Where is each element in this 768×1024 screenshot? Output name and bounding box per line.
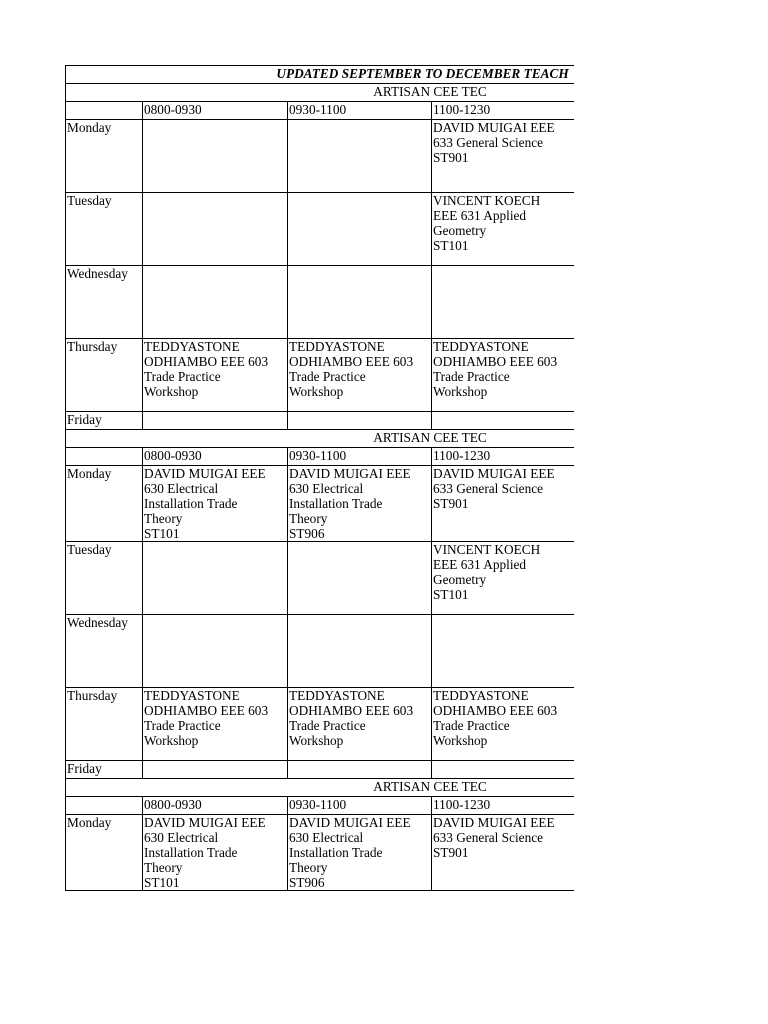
class-cell	[432, 466, 575, 542]
time-slot-header: 0800-0930	[143, 102, 288, 120]
time-slot-header: 0930-1100	[288, 797, 432, 815]
class-cell-line: ST101	[433, 587, 469, 602]
class-cell	[432, 815, 575, 891]
timetable-sheet	[65, 65, 574, 941]
class-cell	[432, 615, 575, 688]
class-cell-line: Theory	[289, 860, 328, 875]
class-cell	[143, 120, 288, 193]
class-cell-line: DAVID MUIGAI EEE	[433, 120, 555, 135]
timetable-body	[66, 66, 575, 891]
class-cell	[143, 466, 288, 542]
class-cell-line: ODHIAMBO EEE 603	[144, 703, 269, 718]
class-cell-line: 630 Electrical	[289, 481, 364, 496]
class-cell	[288, 615, 432, 688]
class-cell	[288, 466, 432, 542]
class-cell-line: Trade Practice	[144, 718, 221, 733]
class-cell-line: TEDDYASTONE	[289, 339, 385, 354]
class-cell-line: Geometry	[433, 223, 487, 238]
class-cell-line: ST901	[433, 845, 469, 860]
class-cell	[288, 815, 432, 891]
corner-cell	[66, 448, 143, 466]
class-cell-line: Theory	[144, 511, 183, 526]
class-cell	[288, 688, 432, 761]
time-slot-header: 1100-1230	[432, 102, 575, 120]
class-cell	[288, 193, 432, 266]
day-label: Monday	[66, 466, 143, 542]
day-label: Tuesday	[66, 193, 143, 266]
day-row	[66, 815, 575, 891]
class-cell	[432, 688, 575, 761]
time-slot-header: 0930-1100	[288, 102, 432, 120]
day-row	[66, 339, 575, 412]
timetable	[65, 65, 574, 891]
class-cell-line: 633 General Science	[433, 481, 544, 496]
class-cell-line: ST906	[289, 875, 325, 890]
class-cell-line: TEDDYASTONE	[433, 339, 529, 354]
class-cell-line: Trade Practice	[289, 718, 366, 733]
day-row	[66, 193, 575, 266]
class-cell	[432, 339, 575, 412]
class-cell-line: 633 General Science	[433, 135, 544, 150]
class-cell	[143, 815, 288, 891]
time-slot-header: 0930-1100	[288, 448, 432, 466]
class-cell	[143, 339, 288, 412]
class-cell	[432, 120, 575, 193]
class-cell-line: EEE 631 Applied	[433, 208, 527, 223]
class-cell-line: ST901	[433, 496, 469, 511]
class-cell-line: 630 Electrical	[289, 830, 364, 845]
day-label: Wednesday	[66, 615, 143, 688]
day-row	[66, 542, 575, 615]
day-label: Thursday	[66, 688, 143, 761]
class-cell-line: ST101	[144, 875, 180, 890]
class-cell-line: ODHIAMBO EEE 603	[289, 354, 414, 369]
class-cell-line: Trade Practice	[144, 369, 221, 384]
class-cell-line: DAVID MUIGAI EEE	[144, 815, 266, 830]
day-row	[66, 412, 575, 430]
time-slot-header: 1100-1230	[432, 797, 575, 815]
class-cell-line: 630 Electrical	[144, 481, 219, 496]
class-cell-line: ODHIAMBO EEE 603	[289, 703, 414, 718]
class-cell	[143, 542, 288, 615]
class-cell-line: DAVID MUIGAI EEE	[433, 815, 555, 830]
day-label: Wednesday	[66, 266, 143, 339]
class-cell	[288, 412, 432, 430]
class-cell	[143, 412, 288, 430]
corner-cell	[66, 797, 143, 815]
class-cell	[288, 120, 432, 193]
class-cell-line: ST901	[433, 150, 469, 165]
class-cell-line: Theory	[289, 511, 328, 526]
class-cell-line: ST101	[144, 526, 180, 541]
day-row	[66, 761, 575, 779]
class-cell	[143, 761, 288, 779]
class-cell	[288, 542, 432, 615]
day-label: Thursday	[66, 339, 143, 412]
class-cell-line: Installation Trade	[289, 496, 383, 511]
class-cell-line: TEDDYASTONE	[289, 688, 385, 703]
day-row	[66, 466, 575, 542]
class-cell	[288, 761, 432, 779]
class-cell	[432, 412, 575, 430]
class-cell-line: Trade Practice	[433, 369, 510, 384]
class-cell	[143, 688, 288, 761]
class-cell-line: Workshop	[144, 384, 199, 399]
class-cell	[288, 266, 432, 339]
class-cell-line: Installation Trade	[289, 845, 383, 860]
class-cell-line: TEDDYASTONE	[144, 339, 240, 354]
class-cell-line: Workshop	[289, 384, 344, 399]
day-label: Friday	[66, 412, 143, 430]
class-cell-line: Installation Trade	[144, 496, 238, 511]
class-cell-line: Workshop	[289, 733, 344, 748]
corner-cell	[66, 102, 143, 120]
class-cell-line: Geometry	[433, 572, 487, 587]
class-cell-line: VINCENT KOECH	[433, 542, 541, 557]
day-row	[66, 615, 575, 688]
class-cell	[432, 266, 575, 339]
class-cell-line: Workshop	[433, 733, 488, 748]
time-header-row	[66, 797, 575, 815]
class-cell-line: ODHIAMBO EEE 603	[433, 354, 558, 369]
class-cell-line: Trade Practice	[289, 369, 366, 384]
class-cell-line: Theory	[144, 860, 183, 875]
class-cell	[432, 761, 575, 779]
class-cell-line: 630 Electrical	[144, 830, 219, 845]
section-heading: ARTISAN CEE TEC	[66, 430, 575, 448]
class-cell-line: DAVID MUIGAI EEE	[433, 466, 555, 481]
day-row	[66, 120, 575, 193]
class-cell-line: TEDDYASTONE	[433, 688, 529, 703]
class-cell	[143, 266, 288, 339]
time-slot-header: 1100-1230	[432, 448, 575, 466]
class-cell	[288, 339, 432, 412]
class-cell	[432, 542, 575, 615]
day-label: Friday	[66, 761, 143, 779]
class-cell-line: Trade Practice	[433, 718, 510, 733]
class-cell-line: Installation Trade	[144, 845, 238, 860]
class-cell-line: ST101	[433, 238, 469, 253]
class-cell-line: TEDDYASTONE	[144, 688, 240, 703]
day-row	[66, 688, 575, 761]
day-row	[66, 266, 575, 339]
class-cell-line: 633 General Science	[433, 830, 544, 845]
class-cell-line: Workshop	[433, 384, 488, 399]
class-cell	[143, 193, 288, 266]
time-header-row	[66, 102, 575, 120]
class-cell-line: Workshop	[144, 733, 199, 748]
class-cell	[432, 193, 575, 266]
class-cell-line: DAVID MUIGAI EEE	[289, 466, 411, 481]
day-label: Tuesday	[66, 542, 143, 615]
class-cell-line: DAVID MUIGAI EEE	[144, 466, 266, 481]
class-cell-line: VINCENT KOECH	[433, 193, 541, 208]
timetable-title: UPDATED SEPTEMBER TO DECEMBER TEACH	[66, 66, 575, 84]
class-cell-line: EEE 631 Applied	[433, 557, 527, 572]
day-label: Monday	[66, 120, 143, 193]
section-heading: ARTISAN CEE TEC	[66, 779, 575, 797]
time-slot-header: 0800-0930	[143, 448, 288, 466]
class-cell-line: ODHIAMBO EEE 603	[433, 703, 558, 718]
class-cell-line: ST906	[289, 526, 325, 541]
time-header-row	[66, 448, 575, 466]
class-cell-line: ODHIAMBO EEE 603	[144, 354, 269, 369]
time-slot-header: 0800-0930	[143, 797, 288, 815]
class-cell	[143, 615, 288, 688]
section-heading: ARTISAN CEE TEC	[66, 84, 575, 102]
class-cell-line: DAVID MUIGAI EEE	[289, 815, 411, 830]
day-label: Monday	[66, 815, 143, 891]
